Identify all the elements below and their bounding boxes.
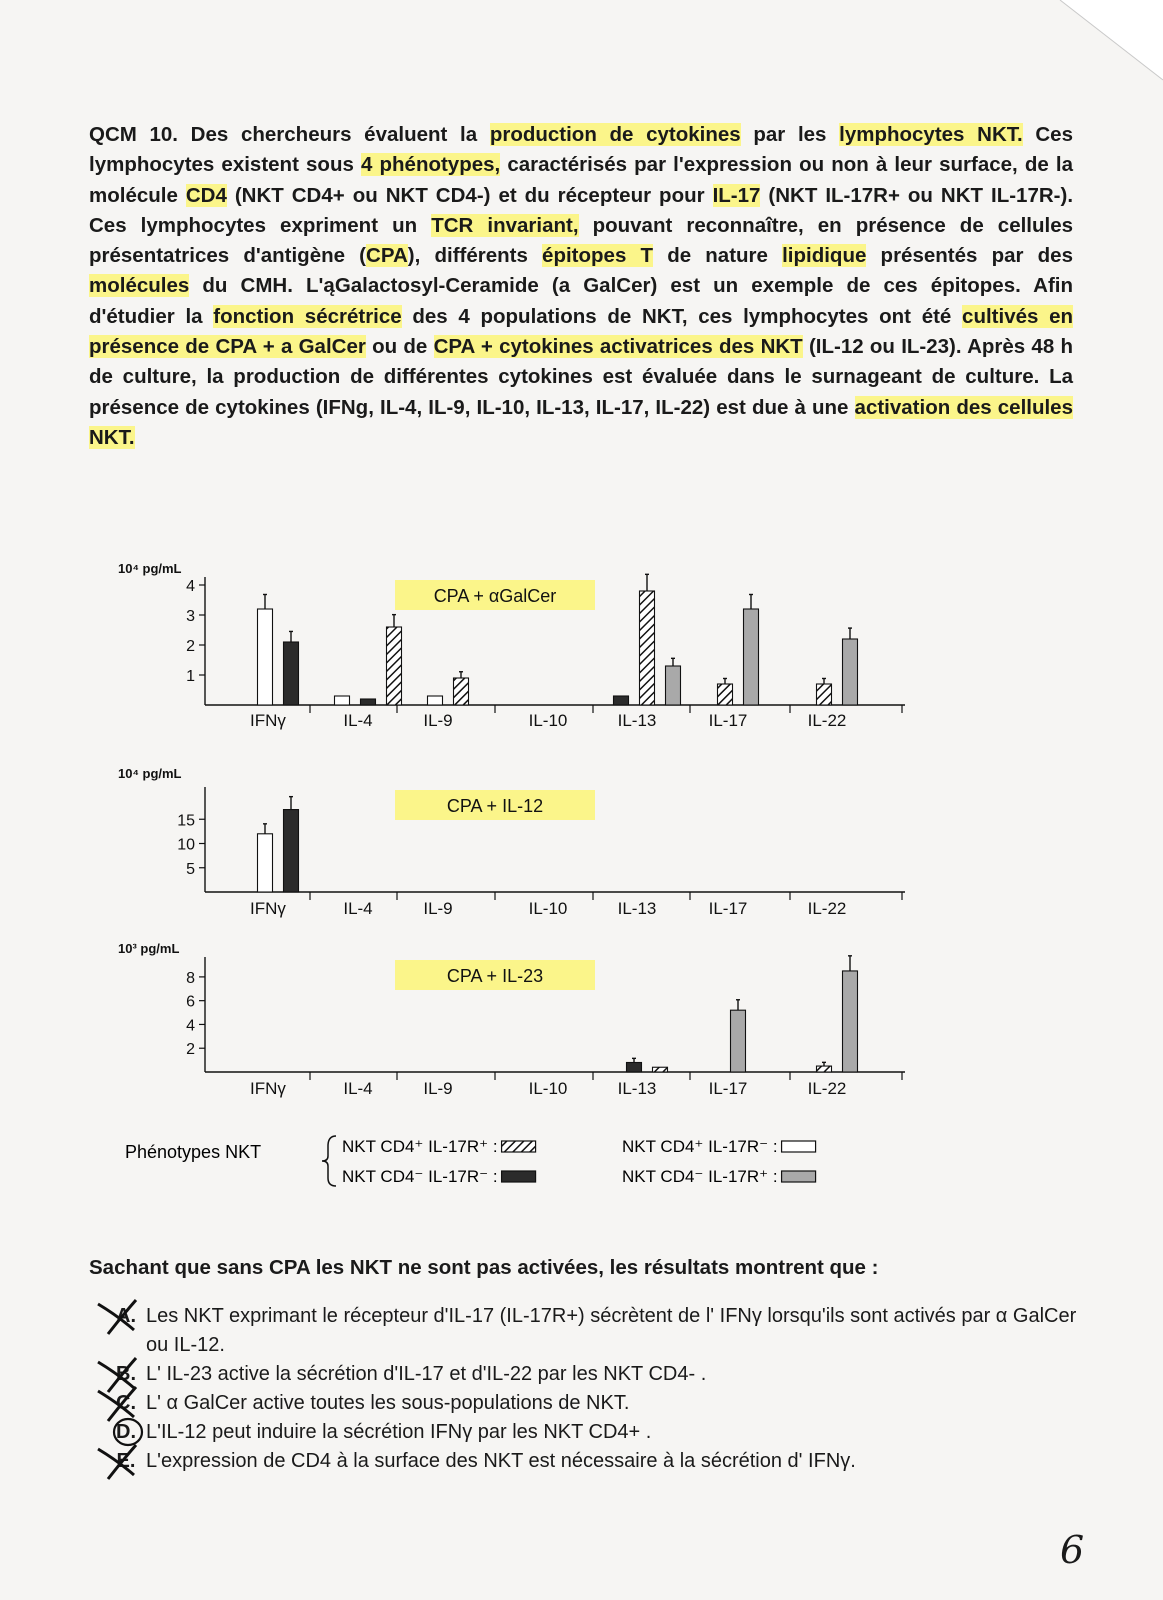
legend-label: NKT CD4⁺ IL-17R⁺ :	[342, 1137, 498, 1156]
paragraph-text: des 4 populations de NKT, ces lymphocytes ont été	[401, 304, 963, 328]
paragraph-text: caractérisés par l'expression ou non à leur surface, de la molécule	[89, 153, 1073, 207]
highlighted-text: production de cytokines	[489, 123, 741, 146]
category-label: IL-17	[708, 711, 748, 730]
highlighted-text: TCR invariant,	[431, 213, 579, 237]
paragraph-text: ou de	[365, 335, 434, 359]
highlighted-text: activation des cellules NKT.	[89, 395, 1073, 449]
legend-label: NKT CD4⁺ IL-17R⁻ :	[622, 1137, 778, 1156]
category-label: IL-22	[807, 711, 847, 730]
legend-label: NKT CD4⁻ IL-17R⁺ :	[622, 1167, 778, 1186]
bar	[284, 810, 299, 892]
paragraph-text: Ces lymphocytes existent sous	[89, 123, 1073, 177]
highlighted-text: CPA + cytokines activatrices des NKT	[433, 335, 803, 359]
legend-swatch	[502, 1141, 536, 1152]
highlighted-text: lymphocytes NKT.	[839, 123, 1023, 146]
paragraph-text: QCM 10. Des chercheurs évaluent la	[89, 123, 490, 146]
bar	[744, 609, 759, 705]
y-tick-label: 4	[186, 578, 195, 595]
bar	[817, 1066, 832, 1072]
legend-swatch	[782, 1141, 816, 1152]
bar	[258, 609, 273, 705]
bar	[614, 696, 629, 705]
bar	[817, 684, 832, 705]
category-label: IL-9	[423, 1079, 453, 1098]
category-label: IL-4	[343, 899, 373, 918]
choice-text: L' IL-23 active la sécrétion d'IL-17 et d'IL-22 par les NKT CD4- .	[146, 1363, 707, 1385]
bar	[361, 699, 376, 705]
question-prompt: Sachant que sans CPA les NKT ne sont pas activées, les résultats montrent que :	[89, 1256, 879, 1279]
bar	[843, 639, 858, 705]
category-label: IL-17	[708, 899, 748, 918]
legend-swatch	[782, 1171, 816, 1182]
chart-cpa-il23	[110, 941, 925, 1115]
chart-cpa-il12	[110, 766, 925, 930]
bar	[428, 696, 443, 705]
category-label: IL-13	[617, 1079, 657, 1098]
highlighted-text: CD4	[185, 183, 227, 207]
chart-title: CPA + IL-12	[446, 796, 544, 816]
category-label: IL-10	[528, 899, 568, 918]
paragraph-text: (NKT CD4+ ou NKT CD4-) et du récepteur pour	[226, 183, 713, 207]
paragraph-text: de nature	[653, 244, 783, 268]
choice-letter: B.	[116, 1363, 136, 1385]
y-axis-label: 10⁴ pg/mL	[118, 561, 182, 576]
legend	[120, 1128, 940, 1208]
y-tick-label: 6	[186, 993, 195, 1011]
chart-cpa-agalcer	[110, 561, 925, 745]
bar	[627, 1062, 642, 1072]
highlighted-text: lipidique	[782, 244, 867, 268]
bar	[284, 642, 299, 705]
choice-text: L'IL-12 peut induire la sécrétion IFNγ par les NKT CD4+ .	[146, 1421, 652, 1443]
category-label: IL-13	[617, 899, 657, 918]
answer-choice[interactable]	[88, 1389, 1078, 1418]
category-label: IL-4	[343, 1079, 373, 1098]
question-paragraph	[89, 120, 1073, 453]
bar	[454, 678, 469, 705]
y-tick-label: 5	[186, 860, 195, 878]
paragraph-text: (NKT IL-17R+ ou NKT IL-17R-). Ces lymphocytes expriment un	[89, 183, 1074, 237]
chart-svg-2	[110, 941, 925, 1115]
answer-choice[interactable]	[88, 1418, 1078, 1447]
answer-choice[interactable]	[88, 1302, 1078, 1360]
chart-svg-1	[110, 766, 925, 930]
choice-letter: A.	[116, 1305, 136, 1327]
y-tick-label: 2	[186, 638, 195, 655]
y-tick-label: 1	[186, 668, 195, 685]
highlighted-text: fonction sécrétrice	[213, 304, 402, 328]
category-label: IL-22	[807, 899, 847, 918]
category-label: IL-10	[528, 711, 568, 730]
paragraph-text: pouvant reconnaître, en présence de cellules présentatrices d'antigène (	[89, 213, 1074, 268]
category-label: IFNγ	[250, 711, 286, 730]
legend-brace	[322, 1136, 336, 1186]
category-label: IL-17	[708, 1079, 748, 1098]
paragraph-text: du CMH. L'ąGalactosyl-Ceramide (a GalCer) est un exemple de ces épitopes. Afin d'étudier la	[89, 274, 1073, 328]
bar	[640, 591, 655, 705]
answer-choice[interactable]	[88, 1360, 1078, 1389]
cross-mark-icon	[90, 1441, 146, 1481]
highlighted-text: molécules	[89, 274, 190, 298]
paragraph-text: par les	[740, 123, 840, 146]
y-tick-label: 8	[186, 969, 195, 987]
choice-text: L' α GalCer active toutes les sous-populations de NKT.	[146, 1392, 630, 1414]
category-label: IL-22	[807, 1079, 847, 1098]
answer-choices	[88, 1302, 1078, 1476]
y-axis-label: 10⁴ pg/mL	[118, 766, 182, 781]
highlighted-text: 4 phénotypes,	[360, 153, 501, 177]
category-label: IL-10	[528, 1079, 568, 1098]
cross-mark-icon	[90, 1296, 146, 1336]
highlighted-text: épitopes T	[542, 244, 654, 268]
y-tick-label: 10	[177, 836, 195, 854]
bar	[718, 684, 733, 705]
paragraph-text: présentés par des	[866, 244, 1073, 268]
answer-choice[interactable]	[88, 1447, 1078, 1476]
chart-title: CPA + αGalCer	[433, 586, 557, 606]
legend-label: NKT CD4⁻ IL-17R⁻ :	[342, 1167, 498, 1186]
choice-letter: C.	[116, 1392, 136, 1414]
category-label: IFNγ	[250, 899, 286, 918]
y-tick-label: 2	[186, 1041, 195, 1059]
bar	[653, 1067, 668, 1072]
y-tick-label: 3	[186, 608, 195, 625]
legend-swatch	[502, 1171, 536, 1182]
y-tick-label: 4	[186, 1017, 195, 1035]
highlighted-text: cultivés en présence de CPA + a GalCer	[89, 304, 1074, 359]
category-label: IL-4	[343, 711, 373, 730]
category-label: IL-9	[423, 711, 453, 730]
choice-text: Les NKT exprimant le récepteur d'IL-17 (IL-17R+) sécrètent de l' IFNγ lorsqu'ils sont activés par α GalCer ou IL-12.	[146, 1305, 1077, 1356]
chart-svg-0	[110, 561, 925, 745]
page-number: 6	[1060, 1528, 1085, 1572]
paragraph-text: ), différents	[407, 244, 543, 268]
bar	[258, 834, 273, 892]
bar	[666, 666, 681, 705]
highlighted-text: CPA	[366, 244, 408, 268]
highlighted-text: IL-17	[712, 183, 761, 207]
bar	[335, 696, 350, 705]
choice-letter: D.	[116, 1421, 136, 1443]
category-label: IFNγ	[250, 1079, 286, 1098]
bar	[731, 1010, 746, 1072]
bar	[387, 627, 402, 705]
chart-title: CPA + IL-23	[446, 966, 544, 986]
choice-letter: E.	[116, 1450, 136, 1472]
paragraph-text: (IL-12 ou IL-23). Après 48 h de culture, la production de différentes cytokines est évaluée dans le surnageant de culture. La présence de cytokines (IFNg, IL-4, IL-9, IL-10, IL-13, IL-17, IL-22) est due à une	[89, 335, 1074, 419]
category-label: IL-13	[617, 711, 657, 730]
choice-text: L'expression de CD4 à la surface des NKT est nécessaire à la sécrétion d' IFNγ.	[146, 1450, 856, 1472]
legend-title: Phénotypes NKT	[125, 1142, 262, 1162]
y-axis-label: 10³ pg/mL	[118, 941, 180, 956]
y-tick-label: 15	[177, 812, 195, 830]
bar	[843, 971, 858, 1072]
category-label: IL-9	[423, 899, 453, 918]
